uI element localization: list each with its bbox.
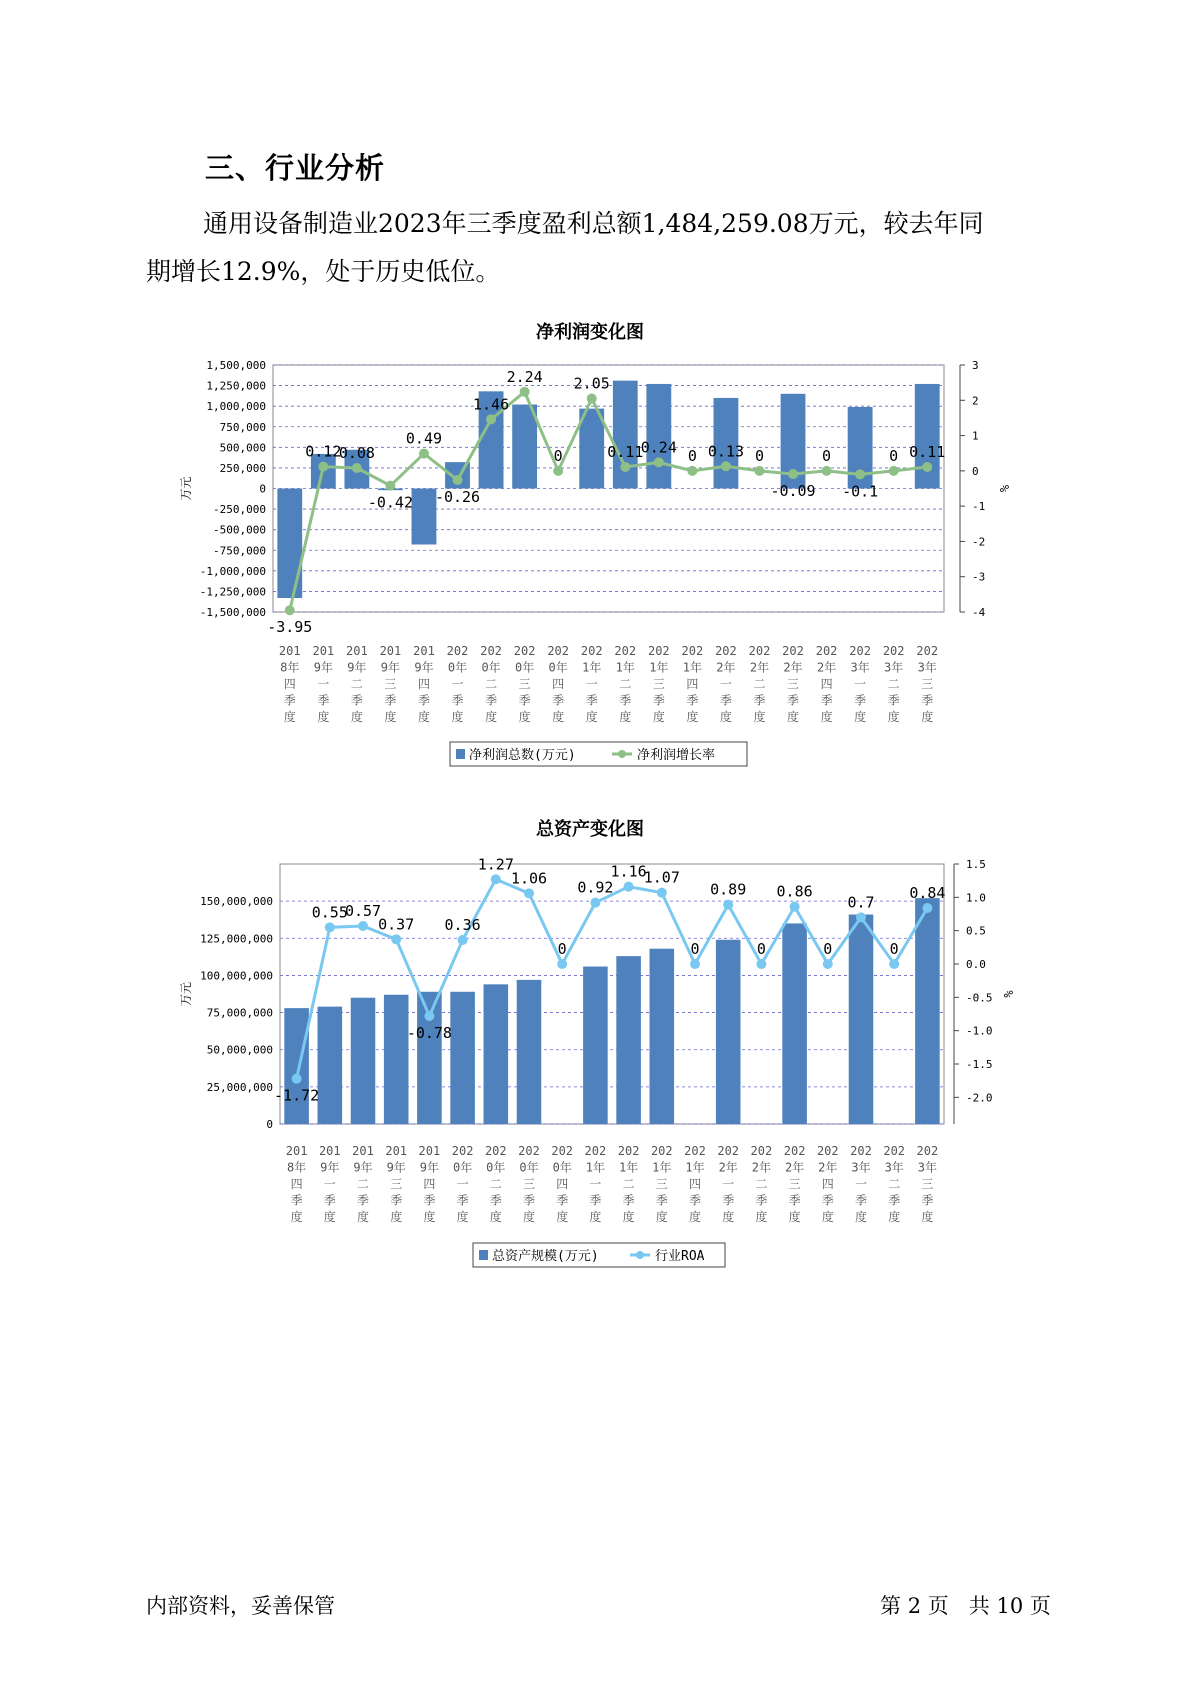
bar (915, 384, 940, 489)
data-label: 0.92 (577, 878, 614, 897)
data-label: 0.12 (305, 442, 342, 461)
legend-line-label: 行业ROA (655, 1249, 705, 1264)
data-label: 0 (889, 940, 899, 958)
footer-confidential: 内部资料，妥善保管 (146, 1594, 335, 1618)
series-point (520, 387, 530, 397)
page-current: 2 (907, 1594, 922, 1618)
bar (583, 967, 608, 1124)
x-tick-label: 202 0年一季度 (446, 644, 469, 724)
data-label: -0.42 (367, 493, 414, 512)
series-point (889, 466, 899, 476)
data-label: 0.57 (344, 902, 382, 920)
bar (484, 984, 509, 1124)
data-label: -0.09 (770, 482, 816, 501)
data-label: -3.95 (267, 618, 313, 637)
x-tick-label: 202 1年四季度 (681, 644, 704, 724)
y-tick-label: -1,250,000 (199, 585, 266, 599)
y-tick-label: 1,000,000 (206, 400, 266, 414)
y-tick-label: -250,000 (213, 503, 266, 517)
series-point (756, 959, 766, 969)
bar (613, 381, 638, 489)
paragraph-line-1: 通用设备制造业2023年三季度盈利总额1,484,259.08万元，较去年同 (203, 209, 984, 238)
bar (450, 992, 475, 1124)
series-point (654, 457, 664, 467)
data-label: 0.11 (909, 442, 946, 461)
legend-line-marker (618, 750, 626, 758)
y-axis-label: 万元 (179, 981, 193, 1007)
series-point (721, 461, 731, 471)
series-point (385, 481, 395, 491)
x-tick-label: 201 9年二季度 (346, 644, 368, 724)
data-label: 0.11 (607, 442, 644, 461)
data-label: 1.27 (477, 855, 514, 874)
x-tick-label: 201 9年一季度 (312, 644, 335, 724)
data-label: 0 (822, 446, 832, 465)
series-point (557, 959, 567, 969)
data-label: 2.24 (506, 367, 543, 386)
y-tick-label: 1,500,000 (206, 359, 266, 372)
series-point (391, 934, 401, 944)
x-tick-label: 202 1年三季度 (650, 1144, 673, 1224)
net-profit-chart (0, 345, 1191, 775)
x-tick-label: 202 2年二季度 (748, 644, 771, 724)
series-point (358, 921, 368, 931)
data-label: 0.37 (378, 915, 415, 934)
x-tick-label: 202 3年二季度 (883, 1144, 906, 1224)
data-label: 0.49 (405, 429, 443, 448)
series-point (687, 466, 697, 476)
data-label: 0.13 (707, 442, 744, 461)
legend-bar-label: 总资产规模(万元) (492, 1249, 599, 1264)
y2-tick-label: 1 (972, 429, 979, 443)
data-label: 0.24 (640, 438, 677, 457)
x-tick-label: 202 1年一季度 (580, 644, 603, 724)
bar (849, 915, 874, 1124)
total-assets-chart (0, 842, 1191, 1272)
data-label: 0.89 (710, 880, 747, 899)
y-tick-label: 75,000,000 (206, 1006, 273, 1020)
y2-tick-label: 0 (972, 464, 979, 478)
y-tick-label: 150,000,000 (200, 895, 273, 909)
x-tick-label: 202 1年二季度 (617, 1144, 640, 1224)
series-point (318, 462, 328, 472)
data-label: -0.78 (406, 1024, 452, 1042)
paragraph-line-2: 期增长12.9%，处于历史低位。 (146, 257, 501, 286)
y-tick-label: -1,000,000 (199, 564, 266, 578)
series-point (690, 959, 700, 969)
legend-line-label: 净利润增长率 (637, 748, 716, 763)
y-tick-label: -750,000 (213, 544, 266, 558)
footer-page-number (880, 1590, 1051, 1620)
x-tick-label: 201 9年二季度 (352, 1144, 374, 1224)
bar (646, 384, 671, 489)
y-tick-label: 0 (259, 482, 266, 496)
page-prefix: 第 (880, 1594, 901, 1618)
x-tick-label: 202 0年四季度 (551, 1144, 574, 1224)
series-point (620, 462, 630, 472)
y2-tick-label: 3 (972, 359, 979, 372)
legend-line-marker (636, 1251, 644, 1259)
series-point (524, 888, 534, 898)
chart-1-title: 净利润变化图 (536, 322, 644, 343)
legend (450, 742, 747, 766)
y-tick-label: 250,000 (219, 461, 266, 475)
bar (716, 940, 741, 1124)
series-point (590, 898, 600, 908)
data-label: 0 (557, 940, 567, 958)
data-label: 0 (687, 446, 697, 465)
bar (650, 949, 675, 1124)
x-tick-label: 202 3年三季度 (916, 644, 939, 724)
section-heading: 三、行业分析 (205, 151, 386, 185)
y2-tick-label: -0.5 (966, 991, 993, 1005)
data-label: 0 (756, 940, 766, 958)
bar (517, 980, 542, 1124)
data-label: -0.1 (842, 482, 879, 501)
data-label: 0 (889, 446, 899, 465)
x-tick-label: 202 2年四季度 (816, 1144, 839, 1224)
x-tick-label: 202 3年三季度 (916, 1144, 939, 1224)
bar (915, 898, 940, 1124)
y2-tick-label: -2.0 (966, 1091, 993, 1105)
y2-tick-label: -2 (972, 535, 986, 549)
y-tick-label: 750,000 (219, 420, 266, 434)
data-label: 0 (823, 940, 833, 958)
y-tick-label: -1,500,000 (199, 606, 266, 619)
y2-tick-label: 1.5 (966, 858, 986, 871)
y-axis-label: 万元 (179, 476, 193, 501)
series-point (788, 469, 798, 479)
y2-tick-label: -1.0 (966, 1024, 993, 1038)
series-point (889, 959, 899, 969)
series-point (922, 462, 932, 472)
bar (351, 998, 376, 1124)
series-point (823, 959, 833, 969)
y2-tick-label: 0.0 (966, 958, 986, 971)
y-tick-label: 500,000 (219, 441, 266, 455)
series-point (754, 466, 764, 476)
series-point (285, 605, 295, 615)
x-tick-label: 202 1年三季度 (647, 644, 670, 724)
y2-tick-label: -1.5 (966, 1058, 993, 1071)
bar (384, 995, 409, 1124)
x-tick-label: 201 8年四季度 (278, 644, 301, 724)
x-tick-label: 202 3年二季度 (882, 644, 905, 724)
bar (412, 489, 437, 545)
x-tick-label: 202 2年一季度 (717, 1144, 740, 1224)
y2-axis-label: % (997, 484, 1011, 493)
series-point (587, 394, 597, 404)
x-tick-label: 202 2年一季度 (715, 644, 737, 724)
x-tick-label: 202 2年四季度 (815, 644, 838, 724)
data-label: 1.07 (643, 868, 680, 887)
x-tick-label: 202 1年四季度 (684, 1144, 706, 1224)
series-point (553, 466, 563, 476)
series-point (325, 922, 335, 932)
y2-tick-label: 2 (972, 394, 979, 408)
legend-bar-label: 净利润总数(万元) (469, 748, 576, 763)
series-point (855, 469, 865, 479)
x-tick-label: 202 1年一季度 (584, 1144, 607, 1224)
y2-tick-label: -1 (972, 500, 986, 514)
data-label: -1.72 (274, 1086, 320, 1105)
data-label: 0.36 (444, 916, 481, 934)
legend-bar-swatch (456, 749, 465, 759)
summary-paragraph (146, 200, 1046, 296)
page-mid: 页 共 (927, 1594, 990, 1618)
data-label: 1.16 (610, 862, 647, 881)
bar (277, 489, 302, 599)
y2-tick-label: -4 (972, 606, 986, 619)
chart-2-title: 总资产变化图 (536, 819, 644, 840)
y2-tick-label: -3 (972, 570, 986, 584)
data-label: 0.84 (909, 884, 946, 902)
data-label: 0 (690, 940, 700, 958)
series-point (491, 874, 501, 884)
x-tick-label: 202 2年三季度 (782, 644, 804, 724)
y2-axis-label: % (1001, 990, 1015, 998)
x-tick-label: 202 0年二季度 (484, 1144, 507, 1224)
data-label: -0.26 (434, 488, 481, 507)
series-point (624, 882, 634, 892)
data-label: 2.05 (573, 374, 610, 393)
series-point (822, 466, 832, 476)
series-point (790, 902, 800, 912)
x-tick-label: 202 3年一季度 (850, 1144, 872, 1224)
y-tick-label: 0 (266, 1118, 273, 1131)
y-tick-label: 25,000,000 (206, 1080, 273, 1094)
x-tick-label: 202 0年二季度 (480, 644, 502, 724)
x-tick-label: 202 2年二季度 (750, 1144, 773, 1224)
series-point (424, 1011, 434, 1021)
y-tick-label: 125,000,000 (200, 932, 273, 946)
x-tick-label: 201 9年一季度 (318, 1144, 341, 1224)
y2-tick-label: 1.0 (966, 891, 986, 905)
data-label: 1.06 (510, 869, 548, 888)
data-label: 0.55 (311, 903, 348, 922)
series-point (486, 414, 496, 424)
y-tick-label: 100,000,000 (200, 969, 273, 983)
x-tick-label: 202 3年一季度 (849, 644, 871, 724)
bar (512, 405, 537, 489)
x-tick-label: 201 9年四季度 (413, 644, 435, 724)
series-point (922, 903, 932, 913)
bar (616, 956, 641, 1124)
data-label: 0 (553, 446, 563, 465)
y-tick-label: 1,250,000 (206, 379, 266, 393)
series-point (723, 900, 733, 910)
series-point (657, 888, 667, 898)
data-label: 0.08 (338, 444, 375, 463)
page-total: 10 (996, 1594, 1024, 1618)
x-tick-label: 201 9年四季度 (418, 1144, 441, 1224)
x-tick-label: 202 0年四季度 (547, 644, 570, 724)
x-tick-label: 202 1年二季度 (614, 644, 637, 724)
series-point (419, 449, 429, 459)
bar (284, 1008, 309, 1124)
data-label: 0.86 (776, 882, 813, 901)
series-point (856, 912, 866, 922)
y-tick-label: -500,000 (213, 523, 266, 537)
legend-bar-swatch (479, 1250, 488, 1260)
series-point (292, 1074, 302, 1084)
y-tick-label: 50,000,000 (206, 1043, 273, 1057)
series-point (453, 475, 463, 485)
x-tick-label: 201 9年三季度 (379, 644, 402, 724)
bar (782, 923, 807, 1124)
series-point (352, 463, 362, 473)
x-tick-label: 202 0年三季度 (518, 1144, 540, 1224)
y2-tick-label: 0.5 (966, 924, 986, 938)
data-label: 0 (754, 446, 764, 465)
x-tick-label: 202 0年三季度 (513, 644, 536, 724)
x-tick-label: 202 2年三季度 (783, 1144, 806, 1224)
data-label: 0.7 (847, 893, 875, 912)
data-label: 1.46 (473, 395, 510, 414)
page-suffix: 页 (1029, 1594, 1051, 1618)
legend (473, 1243, 725, 1267)
x-tick-label: 202 0年一季度 (451, 1144, 474, 1224)
series-point (458, 935, 468, 945)
x-tick-label: 201 8年四季度 (285, 1144, 308, 1224)
x-tick-label: 201 9年三季度 (385, 1144, 408, 1224)
bar (318, 1007, 343, 1124)
